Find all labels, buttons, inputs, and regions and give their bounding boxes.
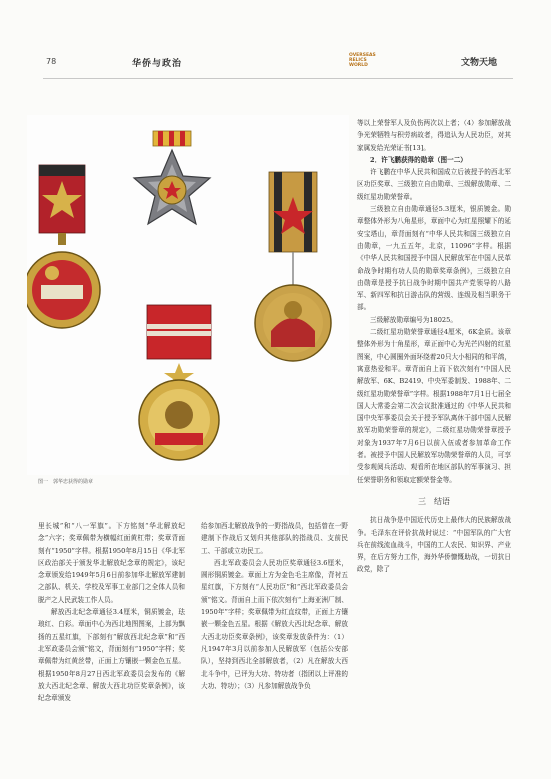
text-column-left-b	[201, 520, 348, 692]
text-column-left-a	[38, 520, 185, 704]
northwest-liberation-medal-icon	[139, 305, 219, 460]
section-title: 华侨与政治	[132, 59, 183, 69]
paragraph: 等以上荣誉军人及负伤两次以上者；（4）参加解放战争光荣牺牲与积劳病故者，得追认为人民功臣，对其家属发给光荣证书[13]。	[357, 119, 511, 152]
paragraph: 许飞鹏在中华人民共和国成立后被授予的西北军区功臣奖章、三级独立自由勋章、三级解放勋章、二级红星功勋荣誉章。	[357, 168, 511, 201]
paragraph: 二级红星功勋荣誉章通径4厘米，6K金质。该章整体外形为十角星形，章正面中心为光芒四射的红星图案，中心圆圈外面环绕着20只大小相同的和平鸽，寓意热爱和平。章背面自上而下依次刻有“中国人民解放军、6K、B2419、中央军委制发、1988年、二级红星功勋荣誉章”字样。根据1988年7月1日七届全国人大常委会第二次会议批准通过的《中华人民共和国中央军事委员会关于授予军队离休干部中国人民解放军功勋荣誉章的规定》，二级红星功勋荣誉章授予对象为1937年7月6日以前入伍或者参加革命工作者。被授予中国人民解放军功勋荣誉章的人员，可享受参观阅兵活动、观看所在地区部队的军事演习、担任荣誉职务和领取定额荣誉金等。	[357, 328, 511, 484]
section-heading: 三 结语	[418, 496, 450, 506]
paragraph: 三级独立自由勋章通径5.3厘米，银质镀金。勋章整体外形为八角星形，章面中心为红星照耀下的延安宝塔山，章背面刻有“中华人民共和国三级独立自由勋章，一九五五年，北京，11096”字样。根据《中华人民共和国授予中国人民解放军在中国人民革命战争时期有功人员的勋章奖章条例》，三级独立自由勋章是授予抗日战争时期中国共产党领导的八路军、新四军和抗日游击队的营级、连级及相当职务干部。	[357, 205, 511, 312]
header-rule	[43, 78, 513, 79]
northwest-hero-medal-icon	[255, 172, 331, 361]
paragraph: 抗日战争是中国近代历史上最伟大的民族解放战争。毛泽东在评价抗战时说过：“中国军队的广大官兵在前线流血战斗，中国的工人农民、知识界、产业界，在后方努力工作，海外华侨慷慨助战，一切抗日政党，除了	[357, 516, 511, 574]
paragraph: 给参加西北解放战争的一野指战员，包括曾在一野建制下作战后又划归其他部队的指战员、支前民工、干部或立功民工。	[201, 522, 348, 555]
north-china-liberation-medal-icon	[27, 165, 100, 328]
paragraph: 三级解放勋章编号为18025。	[370, 315, 457, 324]
paragraph: 西北军政委员会人民功臣奖章通径3.6厘米，圆形铜质镀金。章面上方为金色毛主席像，背衬五星红旗，下方刻有“人民功臣”和“西北军政委员会颁”铭文。背面自上而下依次刻有“上海亚洲厂制、1950年”字样；奖章佩带为红直纹带，正面上方镶嵌一颗金色五星。根据《解放大西北纪念章、解放大西北功臣奖章条例》，该奖章发放条件为：（1）凡1947年3月以前参加人民解放军（包括公安部队），坚持到西北全部解放者，（2）凡在解放大西北斗争中，已评为大功、特功者（指团以上评准的大功、特功）；（3）凡参加解放战争负	[201, 558, 348, 690]
paragraph: 里长城”和“八一军旗”。下方铭刻“华北解放纪念”六字；奖章佩带为横幅红面黄杠带；奖章背面刻有“1950”字样。根据1950年8月15日《华北军区政治部关于颁发华北解放纪念章的规定》，该纪念章颁发给1949年5月6日前参加华北解放军建制之部队、机关、学校及军事工业部门之全体人员和脱产之人民武装工作人员。	[38, 522, 185, 604]
paragraph: 解放西北纪念章通径3.4厘米，铜质镀金，珐琅红、白彩。章面中心为西北地图图案，上部为飘扬的五星红旗，下部刻有“解放西北纪念章”和“西北军政委员会颁”铭文，背面刻有“1950”字样；奖章佩带为红黄丝带，正面上方镶嵌一颗金色五星。根据1950年8月27日西北军政委员会发布的《解放大西北纪念章、解放大西北功臣奖章条例》，该纪念章颁发	[38, 608, 185, 703]
magazine-logo: OVERSEAS RELICS WORLD	[349, 53, 376, 68]
independence-order-icon	[134, 150, 210, 224]
subsection-heading: 2．许飞鹏获得的勋章（图一二）	[370, 155, 467, 164]
figure-caption: 图一 郭华忠获得的勋章	[38, 479, 94, 485]
page-number: 78	[46, 57, 57, 66]
text-column-right	[357, 117, 511, 576]
ribbon-bar-icon	[153, 131, 191, 146]
page-header	[0, 0, 551, 96]
medals-photo	[27, 115, 349, 475]
column-title: 文物天地	[461, 58, 498, 68]
